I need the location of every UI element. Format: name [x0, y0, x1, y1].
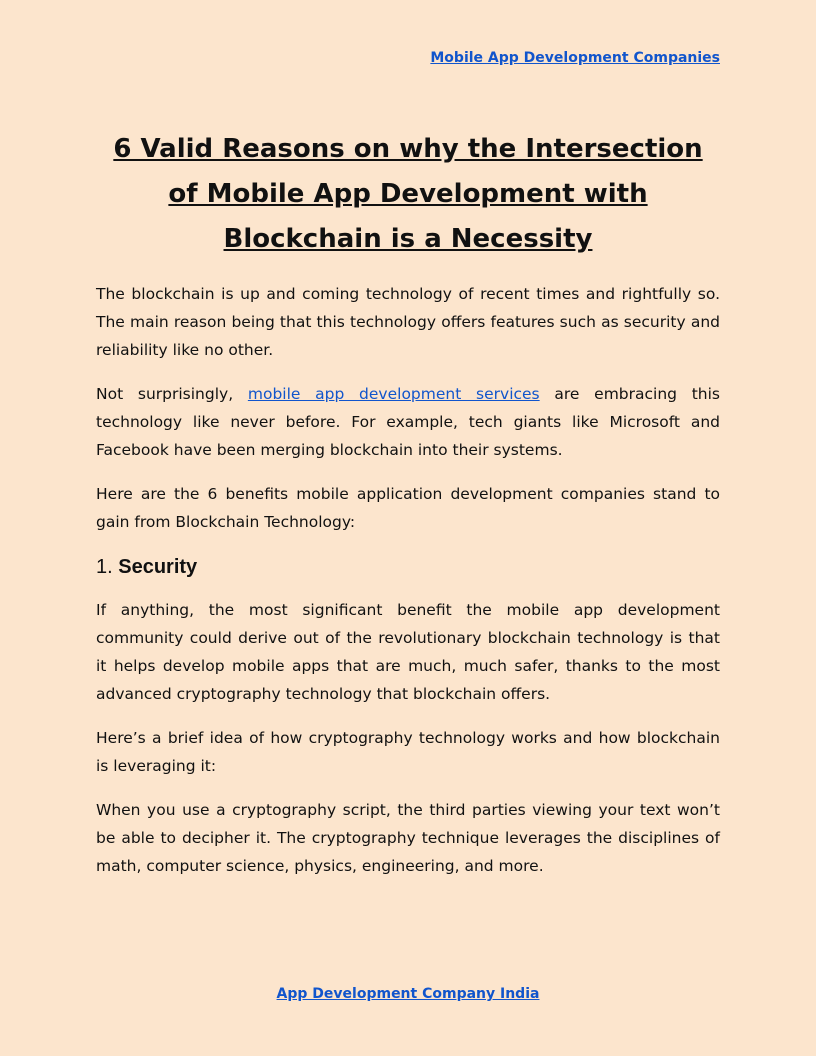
second-paragraph-after-link: are embracing this technology like never before. For example, tech giants like Microsoft and Facebook have been merging blockchain into their systems.: [96, 385, 721, 459]
security-paragraph-3: When you use a cryptography script, the third parties viewing your text won’t be able to decipher it. The cryptography technique leverages the disciplines of math, computer science, physics, engineering, and more.: [96, 801, 720, 875]
section-number: 1.: [96, 556, 119, 578]
section-heading-security: [96, 552, 720, 582]
header-link-mobile-app-development-companies[interactable]: Mobile App Development Companies: [430, 50, 720, 66]
article-body: [96, 280, 720, 896]
second-paragraph-before-link: Not surprisingly,: [96, 385, 248, 403]
security-paragraph-1: If anything, the most significant benefit the mobile app development community could derive out of the revolutionary blockchain technology is that it helps develop mobile apps that are much, much safer, thanks to the most advanced cryptography technology that blockchain offers.: [96, 601, 720, 703]
footer: [0, 986, 816, 1002]
third-paragraph: Here are the 6 benefits mobile application development companies stand to gain from Blockchain Technology:: [96, 485, 720, 531]
article-title: 6 Valid Reasons on why the Intersection of Mobile App Development with Blockchain is a Necessity: [113, 134, 703, 254]
section-heading-label: Security: [118, 556, 198, 578]
security-paragraph-2: Here’s a brief idea of how cryptography technology works and how blockchain is leveraging it:: [96, 729, 720, 775]
second-paragraph: [96, 380, 720, 464]
intro-paragraph: The blockchain is up and coming technology of recent times and rightfully so. The main reason being that this technology offers features such as security and reliability like no other.: [96, 285, 720, 359]
mobile-app-development-services-link[interactable]: mobile app development services: [247, 385, 540, 403]
footer-link-app-development-company-india[interactable]: App Development Company India: [276, 986, 540, 1002]
